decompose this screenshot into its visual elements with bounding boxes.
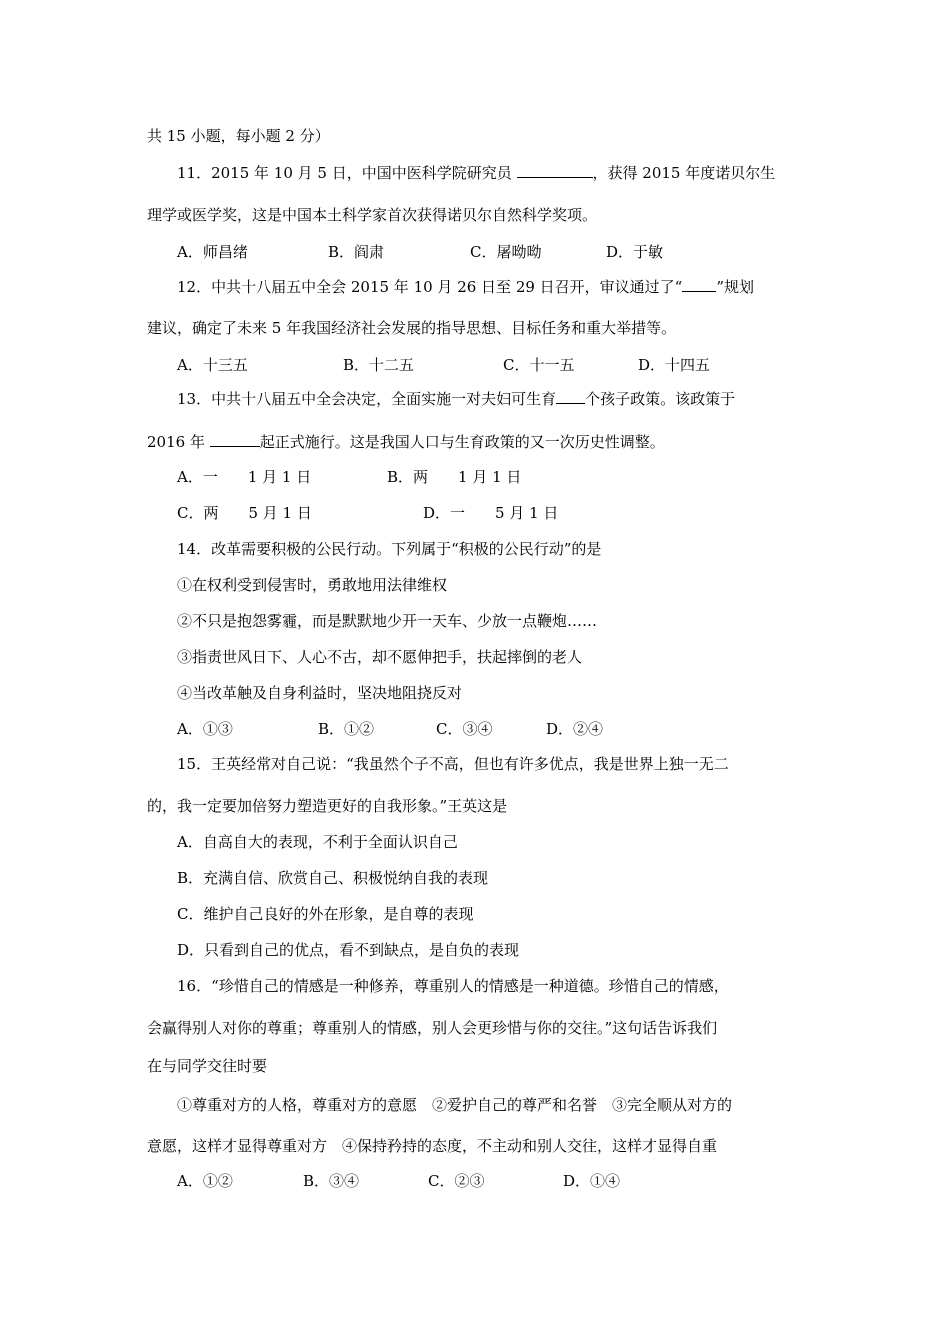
q11-option-a: A．师昌绪: [177, 243, 248, 261]
q11-line-1: [177, 163, 775, 183]
q13-option-b: B．两 1 月 1 日: [387, 468, 522, 486]
section-header: 共 15 小题，每小题 2 分）: [147, 127, 330, 145]
q13-text-c: 2016 年: [147, 433, 210, 451]
q11-option-b: B．阎肃: [328, 243, 385, 261]
q13-text-b: 个孩子政策。该政策于: [585, 390, 736, 408]
q11-blank: [517, 163, 593, 178]
q14-statement-4: ④当改革触及自身利益时，坚决地阻挠反对: [177, 684, 463, 702]
q15-option-d: D．只看到自己的优点，看不到缺点，是自负的表现: [177, 941, 520, 959]
q13-text-a: 13．中共十八届五中全会决定，全面实施一对夫妇可生育: [177, 390, 557, 408]
q13-option-a: A．一 1 月 1 日: [177, 468, 312, 486]
q12-option-d: D．十四五: [638, 356, 711, 374]
q12-text-b: ”规划: [716, 278, 755, 296]
q16-statements-line-2: 意愿，这样才显得尊重对方 ④保持矜持的态度，不主动和别人交往，这样才显得自重: [147, 1137, 718, 1155]
q12-text-a: 12．中共十八届五中全会 2015 年 10 月 26 日至 29 日召开，审议通过了“: [177, 278, 683, 296]
q14-option-c: C．③④: [436, 720, 493, 738]
q16-line-3: 在与同学交往时要: [147, 1057, 268, 1075]
q16-line-1: 16．“珍惜自己的情感是一种修养，尊重别人的情感是一种道德。珍惜自己的情感，: [177, 977, 729, 995]
q15-option-a: A．自高自大的表现，不利于全面认识自己: [177, 833, 458, 851]
q14-statement-3: ③指责世风日下、人心不古，却不愿伸把手，扶起摔倒的老人: [177, 648, 583, 666]
q12-option-a: A．十三五: [177, 356, 248, 374]
q12-option-b: B．十二五: [343, 356, 415, 374]
q13-option-d: D．一 5 月 1 日: [423, 504, 559, 522]
q13-blank-2: [210, 432, 260, 447]
q16-line-2: 会赢得别人对你的尊重；尊重别人的情感，别人会更珍惜与你的交往。”这句话告诉我们: [147, 1019, 718, 1037]
q14-option-a: A．①③: [177, 720, 233, 738]
q11-option-c: C．屠呦呦: [470, 243, 542, 261]
q11-text-a: 11．2015 年 10 月 5 日，中国中医科学院研究员: [177, 164, 517, 182]
q16-statements-line-1: ①尊重对方的人格，尊重对方的意愿 ②爱护自己的尊严和名誉 ③完全顺从对方的: [177, 1096, 733, 1114]
q14-option-d: D．②④: [546, 720, 604, 738]
q14-statement-2: ②不只是抱怨雾霾，而是默默地少开一天车、少放一点鞭炮……: [177, 612, 598, 630]
q15-option-c: C．维护自己良好的外在形象，是自尊的表现: [177, 905, 474, 923]
q11-option-d: D．于敏: [606, 243, 664, 261]
q15-line-2: 的，我一定要加倍努力塑造更好的自我形象。”王英这是: [147, 797, 508, 815]
q16-option-a: A．①②: [177, 1172, 233, 1190]
q16-option-b: B．③④: [303, 1172, 360, 1190]
q15-option-b: B．充满自信、欣赏自己、积极悦纳自我的表现: [177, 869, 489, 887]
q11-line-2: 理学或医学奖，这是中国本土科学家首次获得诺贝尔自然科学奖项。: [147, 206, 598, 224]
q13-line-1: [177, 389, 735, 409]
q14-stem: 14．改革需要积极的公民行动。下列属于“积极的公民行动”的是: [177, 540, 602, 558]
q12-option-c: C．十一五: [503, 356, 575, 374]
q16-option-d: D．①④: [563, 1172, 621, 1190]
q13-text-d: 起正式施行。这是我国人口与生育政策的又一次历史性调整。: [259, 433, 665, 451]
q15-line-1: 15．王英经常对自己说：“我虽然个子不高，但也有许多优点，我是世界上独一无二: [177, 755, 729, 773]
q14-option-b: B．①②: [318, 720, 375, 738]
q12-line-2: 建议，确定了未来 5 年我国经济社会发展的指导思想、目标任务和重大举措等。: [147, 319, 677, 337]
q11-text-b: ，获得 2015 年度诺贝尔生: [592, 164, 776, 182]
q13-blank-1: [556, 389, 585, 404]
q12-blank: [682, 277, 716, 292]
q14-statement-1: ①在权利受到侵害时，勇敢地用法律维权: [177, 576, 448, 594]
q13-line-2: [147, 432, 665, 452]
q16-option-c: C．②③: [428, 1172, 485, 1190]
q13-option-c: C．两 5 月 1 日: [177, 504, 312, 522]
q12-line-1: [177, 277, 754, 297]
